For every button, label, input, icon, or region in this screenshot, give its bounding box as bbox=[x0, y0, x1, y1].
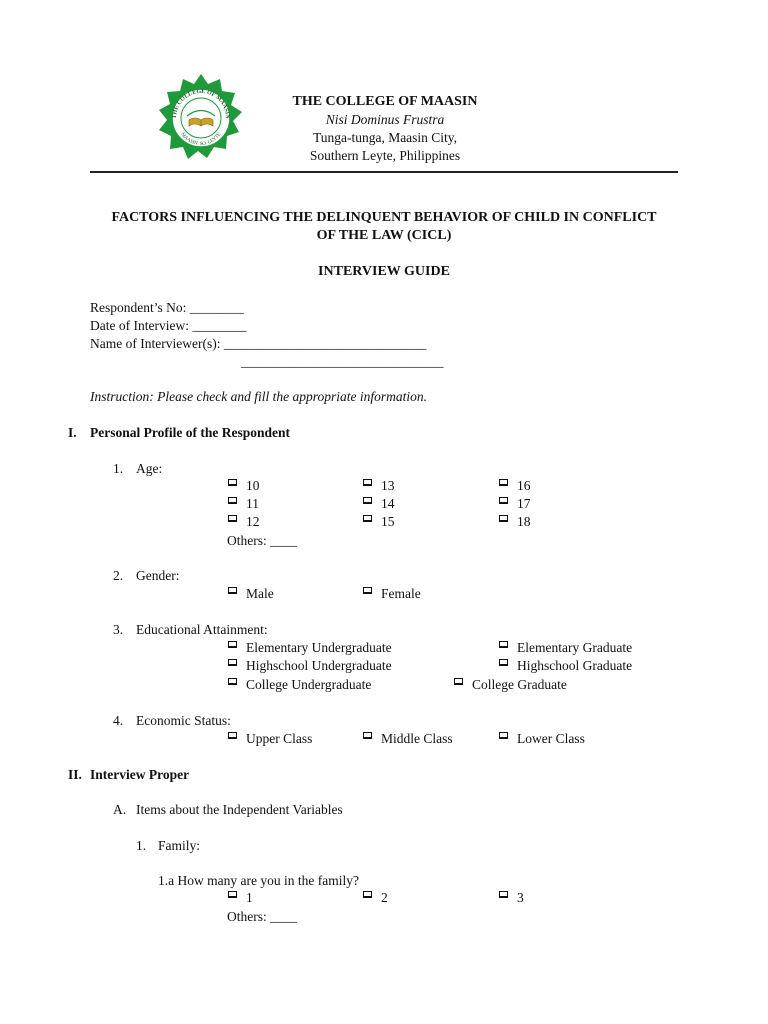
interviewer-name-field[interactable]: Name of Interviewer(s): ______________________________ bbox=[90, 336, 427, 351]
economic-option-upper[interactable]: Upper Class bbox=[228, 731, 312, 747]
section-2-title: Interview Proper bbox=[90, 767, 190, 782]
college-seal-logo bbox=[156, 72, 246, 164]
age-option-12[interactable]: 12 bbox=[228, 514, 260, 530]
checkbox-icon[interactable] bbox=[228, 587, 237, 594]
checkbox-icon[interactable] bbox=[228, 479, 237, 486]
age-option-16[interactable]: 16 bbox=[499, 478, 531, 494]
svg-text:THE COLLEGE OF MAASIN: THE COLLEGE OF MAASIN bbox=[171, 88, 231, 119]
section-1-number: I. bbox=[68, 425, 77, 440]
education-label: Educational Attainment: bbox=[136, 622, 268, 637]
family-size-option-2[interactable]: 2 bbox=[363, 890, 388, 906]
subsection-a-title: Items about the Independent Variables bbox=[136, 802, 343, 817]
checkbox-icon[interactable] bbox=[499, 891, 508, 898]
family-size-question: 1.a How many are you in the family? bbox=[158, 873, 359, 888]
gender-number: 2. bbox=[113, 568, 124, 583]
age-others-field[interactable]: Others: ____ bbox=[227, 533, 298, 548]
age-option-11[interactable]: 11 bbox=[228, 496, 259, 512]
economic-number: 4. bbox=[113, 713, 124, 728]
respondent-number-field[interactable]: Respondent’s No: ________ bbox=[90, 300, 244, 315]
checkbox-icon[interactable] bbox=[228, 641, 237, 648]
interviewer-name-field-continued[interactable]: ______________________________ bbox=[241, 354, 444, 369]
age-label: Age: bbox=[136, 461, 163, 476]
document-title-line-1: FACTORS INFLUENCING THE DELINQUENT BEHAVIOR OF CHILD IN CONFLICT bbox=[111, 210, 657, 225]
section-2-number: II. bbox=[68, 767, 82, 782]
age-option-10[interactable]: 10 bbox=[228, 478, 260, 494]
checkbox-icon[interactable] bbox=[499, 732, 508, 739]
checkbox-icon[interactable] bbox=[499, 641, 508, 648]
college-name: THE COLLEGE OF MAASIN bbox=[292, 94, 478, 109]
checkbox-icon[interactable] bbox=[499, 479, 508, 486]
checkbox-icon[interactable] bbox=[499, 659, 508, 666]
family-number: 1. bbox=[136, 838, 147, 853]
checkbox-icon[interactable] bbox=[228, 678, 237, 685]
checkbox-icon[interactable] bbox=[363, 479, 372, 486]
address-line-1: Tunga-tunga, Maasin City, bbox=[312, 130, 458, 145]
checkbox-icon[interactable] bbox=[228, 732, 237, 739]
instruction-text: Instruction: Please check and fill the appropriate information. bbox=[90, 389, 427, 404]
college-seal-icon bbox=[156, 72, 246, 164]
subsection-a-letter: A. bbox=[113, 802, 127, 817]
gender-option-male[interactable]: Male bbox=[228, 586, 274, 602]
checkbox-icon[interactable] bbox=[228, 891, 237, 898]
family-size-option-1[interactable]: 1 bbox=[228, 890, 253, 906]
education-option-hs-grad[interactable]: Highschool Graduate bbox=[499, 658, 632, 674]
age-option-15[interactable]: 15 bbox=[363, 514, 395, 530]
college-motto: Nisi Dominus Frustra bbox=[325, 112, 445, 127]
family-label: Family: bbox=[158, 838, 201, 853]
education-option-college-grad[interactable]: College Graduate bbox=[454, 677, 567, 693]
section-1-title: Personal Profile of the Respondent bbox=[90, 425, 290, 440]
age-option-17[interactable]: 17 bbox=[499, 496, 531, 512]
age-number: 1. bbox=[113, 461, 124, 476]
checkbox-icon[interactable] bbox=[454, 678, 463, 685]
age-option-14[interactable]: 14 bbox=[363, 496, 395, 512]
education-option-hs-undergrad[interactable]: Highschool Undergraduate bbox=[228, 658, 392, 674]
checkbox-icon[interactable] bbox=[363, 515, 372, 522]
gender-label: Gender: bbox=[136, 568, 180, 583]
education-option-elem-undergrad[interactable]: Elementary Undergraduate bbox=[228, 640, 392, 656]
document-title-line-2: OF THE LAW (CICL) bbox=[316, 228, 452, 243]
checkbox-icon[interactable] bbox=[499, 497, 508, 504]
address-line-2: Southern Leyte, Philippines bbox=[309, 148, 461, 163]
education-number: 3. bbox=[113, 622, 124, 637]
age-option-18[interactable]: 18 bbox=[499, 514, 531, 530]
header-divider bbox=[90, 171, 678, 173]
economic-option-lower[interactable]: Lower Class bbox=[499, 731, 585, 747]
document-subtitle: INTERVIEW GUIDE bbox=[318, 264, 450, 279]
checkbox-icon[interactable] bbox=[363, 587, 372, 594]
education-option-elem-grad[interactable]: Elementary Graduate bbox=[499, 640, 632, 656]
family-size-others-field[interactable]: Others: ____ bbox=[227, 909, 298, 924]
family-size-option-3[interactable]: 3 bbox=[499, 890, 524, 906]
education-option-college-undergrad[interactable]: College Undergraduate bbox=[228, 677, 371, 693]
date-of-interview-field[interactable]: Date of Interview: ________ bbox=[90, 318, 247, 333]
checkbox-icon[interactable] bbox=[228, 497, 237, 504]
checkbox-icon[interactable] bbox=[228, 659, 237, 666]
age-option-13[interactable]: 13 bbox=[363, 478, 395, 494]
checkbox-icon[interactable] bbox=[228, 515, 237, 522]
checkbox-icon[interactable] bbox=[363, 497, 372, 504]
checkbox-icon[interactable] bbox=[363, 891, 372, 898]
economic-option-middle[interactable]: Middle Class bbox=[363, 731, 453, 747]
economic-label: Economic Status: bbox=[136, 713, 231, 728]
gender-option-female[interactable]: Female bbox=[363, 586, 421, 602]
checkbox-icon[interactable] bbox=[363, 732, 372, 739]
checkbox-icon[interactable] bbox=[499, 515, 508, 522]
svg-text:MAASIN, SO. LEYTE: MAASIN, SO. LEYTE bbox=[179, 132, 223, 148]
